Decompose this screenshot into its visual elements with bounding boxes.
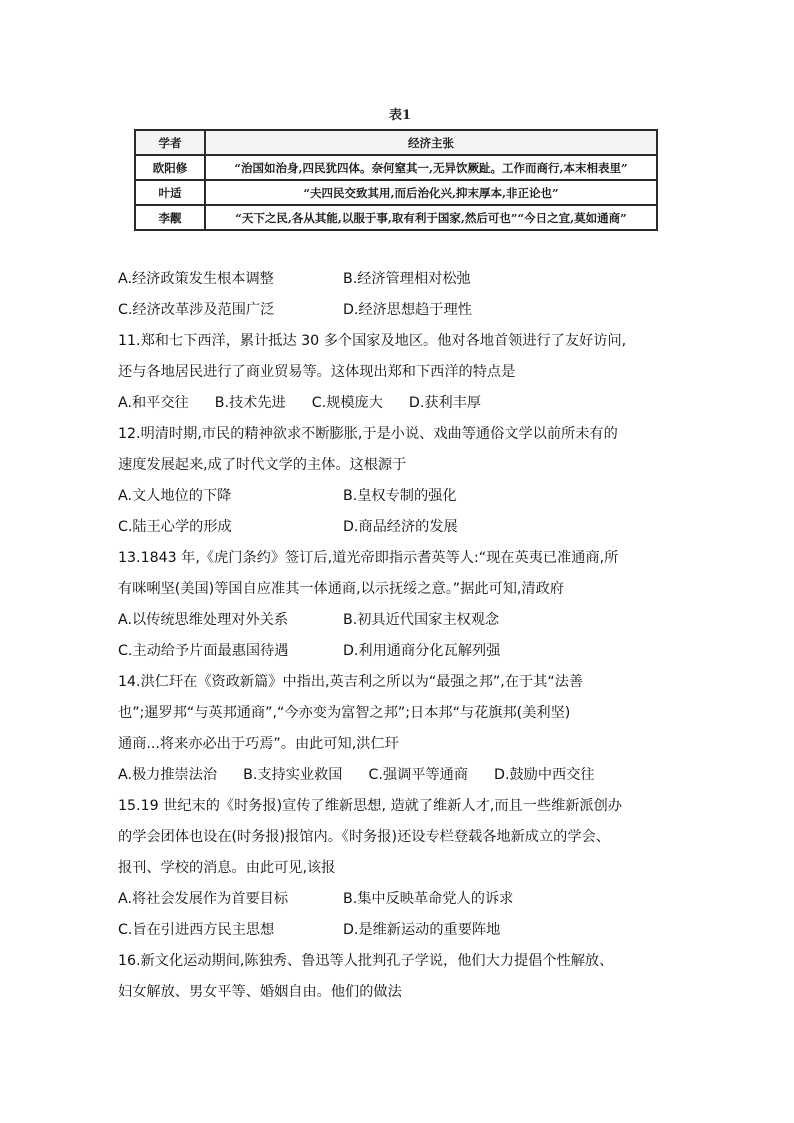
q11-stem-line: 还与各地居民进行了商业贸易等。这体现出郑和下西洋的特点是: [118, 364, 516, 380]
table-row: [135, 155, 657, 180]
q12-option-b[interactable]: B.皇权专制的强化: [343, 488, 457, 504]
q12-option-a[interactable]: A.文人地位的下降: [118, 488, 232, 504]
q11-option-c[interactable]: C.规模庞大: [311, 395, 383, 411]
q10-option-a[interactable]: A.经济政策发生根本调整: [118, 271, 274, 287]
q13-option-b[interactable]: B.初具近代国家主权观念: [343, 612, 500, 628]
table-header-row: [135, 130, 657, 155]
q13-stem-line: 13.1843 年,《虎门条约》签订后,道光帝即指示耆英等人:“现在英夷已准通商,所: [118, 550, 619, 566]
q14-stem-line: 通商...将来亦必出于巧焉”。由此可知,洪仁玕: [118, 736, 399, 752]
q15-stem-line: 的学会团体也设在(时务报)报馆内。《时务报)还设专栏登载各地新成立的学会、: [118, 829, 610, 845]
q16-stem-line: 妇女解放、男女平等、婚姻自由。他们的做法: [118, 984, 402, 1000]
q13-options-row: [118, 605, 678, 636]
q15-options-row: [118, 884, 678, 915]
q11-option-d[interactable]: D.获利丰厚: [408, 395, 482, 411]
q10-options-row: [118, 295, 678, 326]
q14-options-row: [118, 760, 678, 791]
scholar-view: “治国如治身,四民犹四体。奈何窒其一,无异饮厥趾。工作而商行,本末相表里”: [205, 155, 657, 180]
q11-stem-line: 11.郑和七下西洋，累计抵达 30 多个国家及地区。他对各地首领进行了友好访问,: [118, 333, 627, 349]
table-caption: 表1: [388, 108, 412, 123]
q13-option-a[interactable]: A.以传统思维处理对外关系: [118, 612, 289, 628]
q14-option-d[interactable]: D.鼓励中西交往: [494, 767, 595, 783]
q14-stem-line: 14.洪仁玕在《资政新篇》中指出,英吉利之所以为“最强之邦”,在于其“法善: [118, 674, 584, 690]
q15-option-c[interactable]: C.旨在引进西方民主思想: [118, 922, 275, 938]
q12-options-row: [118, 512, 678, 543]
q14-option-b[interactable]: B.支持实业救国: [243, 767, 343, 783]
q10-option-b[interactable]: B.经济管理相对松弛: [343, 271, 471, 287]
q15-option-b[interactable]: B.集中反映革命党人的诉求: [343, 891, 514, 907]
scholar-view: “夫四民交致其用,而后治化兴,抑末厚本,非正论也”: [205, 180, 657, 205]
q13-options-row: [118, 636, 678, 667]
q15-stem-line: 15.19 世纪末的《时务报)宣传了维新思想, 造就了维新人才,而且一些维新派创办: [118, 798, 623, 814]
q12-stem-line: 12.明清时期,市民的精神欲求不断膨胀,于是小说、戏曲等通俗文学以前所未有的: [118, 426, 618, 442]
q15-options-row: [118, 915, 678, 946]
table-row: [135, 180, 657, 205]
q13-option-d[interactable]: D.利用通商分化瓦解列强: [343, 643, 501, 659]
q14-stem-line: 也”;暹罗邦“与英邦通商”,“今亦变为富智之邦”;日本邦“与花旗邦(美利坚): [118, 705, 571, 721]
q12-options-row: [118, 481, 678, 512]
q15-option-a[interactable]: A.将社会发展作为首要目标: [118, 891, 289, 907]
q13-option-c[interactable]: C.主动给予片面最惠国待遇: [118, 643, 289, 659]
q14-option-a[interactable]: A.极力推崇法治: [118, 767, 218, 783]
table-row: [135, 205, 657, 230]
scholar-name: 李觏: [135, 205, 205, 230]
scholar-name: 叶适: [135, 180, 205, 205]
q10-options-row: [118, 264, 678, 295]
q16-stem-line: 16.新文化运动期间,陈独秀、鲁迅等人批判孔子学说，他们大力提倡个性解放、: [118, 953, 614, 969]
scholar-name: 欧阳修: [135, 155, 205, 180]
q11-option-a[interactable]: A.和平交往: [118, 395, 189, 411]
q11-option-b[interactable]: B.技术先进: [214, 395, 286, 411]
question-list: [118, 264, 678, 1008]
scholar-view: “天下之民,各从其能,以服于事,取有利于国家,然后可也”“今日之宜,莫如通商”: [205, 205, 657, 230]
economic-views-table: [134, 129, 658, 231]
q12-stem-line: 速度发展起来,成了时代文学的主体。这根源于: [118, 457, 407, 473]
header-view: 经济主张: [205, 130, 657, 155]
q10-option-d[interactable]: D.经济思想趋于理性: [343, 302, 472, 318]
header-scholar: 学者: [135, 130, 205, 155]
q10-option-c[interactable]: C.经济改革涉及范围广泛: [118, 302, 275, 318]
q14-option-c[interactable]: C.强调平等通商: [368, 767, 469, 783]
q11-options-row: [118, 388, 678, 419]
q13-stem-line: 有咪唎坚(美国)等国自应准其一体通商,以示抚绥之意。”据此可知,清政府: [118, 581, 564, 597]
q15-option-d[interactable]: D.是维新运动的重要阵地: [343, 922, 501, 938]
q15-stem-line: 报刊、学校的消息。由此可见,该报: [118, 860, 336, 876]
q12-option-d[interactable]: D.商品经济的发展: [343, 519, 458, 535]
q12-option-c[interactable]: C.陆王心学的形成: [118, 519, 232, 535]
